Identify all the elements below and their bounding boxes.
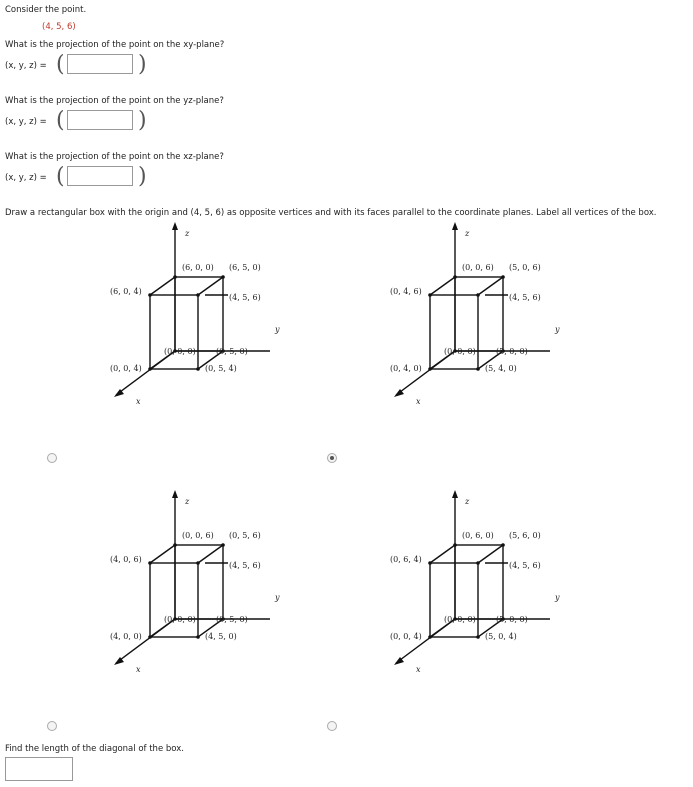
- x-axis-label: x: [416, 665, 421, 674]
- vertex-dot: [501, 275, 505, 279]
- option-diagram-4: [280, 486, 560, 686]
- vertex-dot: [196, 293, 200, 297]
- vertex-dot: [148, 293, 152, 297]
- vertex-dot: [453, 275, 457, 279]
- vertex-dot: [453, 543, 457, 547]
- vertex-label: (6, 0, 0): [182, 263, 214, 272]
- vertex-dot: [476, 561, 480, 565]
- vertex-label: (0, 5, 0): [216, 615, 248, 624]
- vertex-label: (0, 0, 6): [462, 263, 494, 272]
- vertex-dot: [196, 561, 200, 565]
- vertex-label: (0, 5, 6): [229, 531, 261, 540]
- vertex-dot: [148, 635, 152, 639]
- vertex-label: (0, 0, 0): [444, 615, 476, 624]
- y-axis-label: y: [554, 593, 560, 602]
- vertex-label: (5, 0, 4): [485, 632, 517, 641]
- vertex-label: (5, 6, 0): [509, 531, 541, 540]
- vertex-label: (0, 4, 6): [390, 287, 422, 296]
- option-radio-1[interactable]: [47, 453, 57, 463]
- intro-text: Consider the point.: [5, 5, 87, 15]
- vertex-label: (4, 5, 6): [229, 293, 261, 302]
- option-diagram-3: [0, 486, 280, 686]
- vertex-label: (0, 6, 4): [390, 555, 422, 564]
- vertex-label: (0, 0, 0): [164, 615, 196, 624]
- vertex-label: (0, 4, 0): [390, 364, 422, 373]
- vertex-label: (4, 5, 0): [205, 632, 237, 641]
- vertex-label: (0, 6, 0): [462, 531, 494, 540]
- question-xy: What is the projection of the point on the xy-plane?: [5, 40, 225, 50]
- vertex-dot: [476, 635, 480, 639]
- vertex-label: (6, 0, 4): [110, 287, 142, 296]
- vertex-label: (4, 5, 6): [509, 561, 541, 570]
- open-paren: (: [56, 52, 65, 77]
- vertex-dot: [173, 275, 177, 279]
- vertex-dot: [428, 293, 432, 297]
- option-radio-4[interactable]: [327, 721, 337, 731]
- question-yz-lhs: (x, y, z) =: [5, 117, 47, 127]
- vertex-dot: [148, 367, 152, 371]
- vertex-dot: [428, 635, 432, 639]
- vertex-dot: [173, 543, 177, 547]
- question-xz-lhs: (x, y, z) =: [5, 173, 47, 183]
- vertex-dot: [501, 543, 505, 547]
- y-axis-label: y: [274, 593, 280, 602]
- z-axis-label: z: [465, 497, 470, 506]
- box-prompt: Draw a rectangular box with the origin and (4, 5, 6) as opposite vertices and with its faces parallel to the coordinate planes. Label all vertices of the box.: [5, 208, 657, 218]
- open-paren: (: [56, 164, 65, 189]
- vertex-dot: [428, 561, 432, 565]
- option-diagram-1: [0, 218, 280, 418]
- close-paren: ): [138, 52, 147, 77]
- option-diagram-2: [280, 218, 560, 418]
- vertex-dot: [148, 561, 152, 565]
- z-axis-label: z: [185, 229, 190, 238]
- vertex-label: (0, 0, 6): [182, 531, 214, 540]
- option-radio-3[interactable]: [47, 721, 57, 731]
- vertex-dot: [221, 275, 225, 279]
- answer-xz-input[interactable]: [67, 166, 133, 186]
- vertex-label: (0, 0, 4): [390, 632, 422, 641]
- diagonal-prompt: Find the length of the diagonal of the box.: [5, 744, 184, 754]
- answer-xy-input[interactable]: [67, 54, 133, 74]
- x-axis-label: x: [136, 397, 141, 406]
- vertex-label: (0, 0, 0): [164, 347, 196, 356]
- point-value: (4, 5, 6): [42, 22, 76, 32]
- vertex-dot: [221, 543, 225, 547]
- vertex-label: (0, 5, 0): [216, 347, 248, 356]
- question-yz: What is the projection of the point on the yz-plane?: [5, 96, 224, 106]
- y-axis-label: y: [554, 325, 560, 334]
- vertex-label: (5, 4, 0): [485, 364, 517, 373]
- vertex-label: (5, 0, 6): [509, 263, 541, 272]
- vertex-label: (0, 0, 0): [444, 347, 476, 356]
- vertex-dot: [196, 635, 200, 639]
- vertex-label: (5, 0, 0): [496, 615, 528, 624]
- vertex-dot: [476, 367, 480, 371]
- question-xz: What is the projection of the point on the xz-plane?: [5, 152, 224, 162]
- diagonal-input[interactable]: [5, 757, 73, 781]
- question-xy-lhs: (x, y, z) =: [5, 61, 47, 71]
- vertex-dot: [428, 367, 432, 371]
- vertex-label: (5, 0, 0): [496, 347, 528, 356]
- close-paren: ): [138, 108, 147, 133]
- y-axis-label: y: [274, 325, 280, 334]
- answer-yz-input[interactable]: [67, 110, 133, 130]
- z-axis-label: z: [185, 497, 190, 506]
- close-paren: ): [138, 164, 147, 189]
- vertex-label: (0, 5, 4): [205, 364, 237, 373]
- x-axis-label: x: [136, 665, 141, 674]
- open-paren: (: [56, 108, 65, 133]
- vertex-dot: [476, 293, 480, 297]
- vertex-label: (4, 0, 0): [110, 632, 142, 641]
- z-axis-label: z: [465, 229, 470, 238]
- vertex-label: (4, 0, 6): [110, 555, 142, 564]
- vertex-dot: [196, 367, 200, 371]
- vertex-label: (0, 0, 4): [110, 364, 142, 373]
- vertex-label: (4, 5, 6): [509, 293, 541, 302]
- option-radio-2[interactable]: [327, 453, 337, 463]
- vertex-label: (6, 5, 0): [229, 263, 261, 272]
- x-axis-label: x: [416, 397, 421, 406]
- vertex-label: (4, 5, 6): [229, 561, 261, 570]
